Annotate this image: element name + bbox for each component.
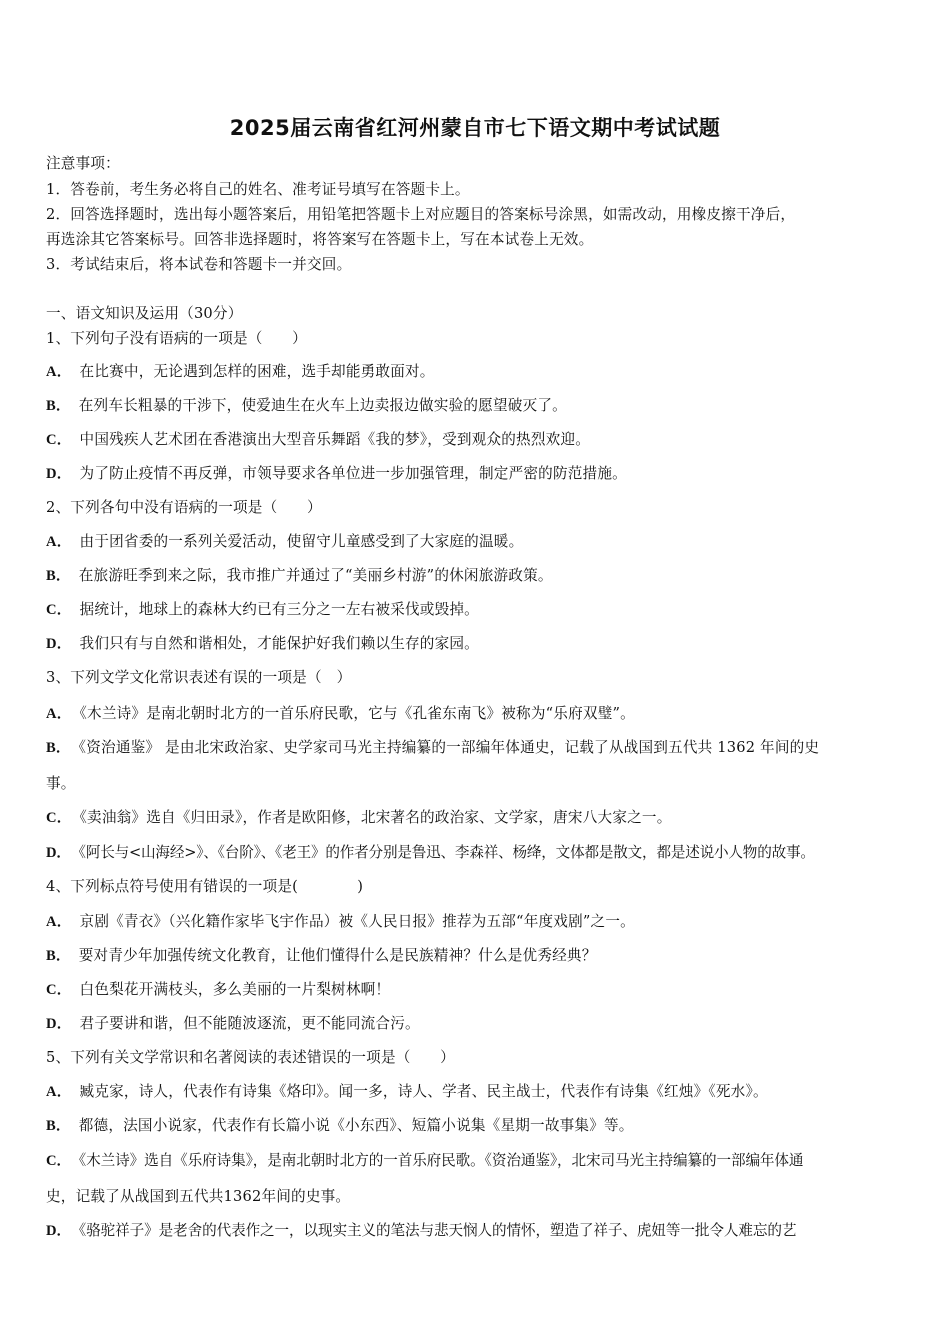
question-5-option-a bbox=[46, 1080, 768, 1101]
option-label: C． bbox=[46, 602, 72, 618]
option-text: 由于团省委的一系列关爱活动，使留守儿童感受到了大家庭的温暖。 bbox=[79, 533, 524, 550]
question-3-option-d bbox=[46, 841, 815, 862]
notice-item-2-line-1: 2．回答选择题时，选出每小题答案后，用铅笔把答题卡上对应题目的答案标号涂黑，如需改动，用橡皮擦干净后， bbox=[46, 206, 796, 223]
question-5-option-c-continued: 史，记载了从战国到五代共1362年间的史事。 bbox=[46, 1188, 351, 1205]
page-title: 2025届云南省红河州蒙自市七下语文期中考试试题 bbox=[229, 116, 721, 140]
question-3-option-a bbox=[46, 702, 635, 723]
option-text: 在旅游旺季到来之际，我市推广并通过了“美丽乡村游”的休闲旅游政策。 bbox=[78, 567, 553, 584]
question-5-option-d bbox=[46, 1219, 796, 1240]
section-heading: 一、语文知识及运用（30分） bbox=[46, 305, 243, 322]
question-1-option-d bbox=[46, 462, 627, 483]
option-label: C． bbox=[46, 982, 72, 998]
option-label: B． bbox=[46, 948, 71, 964]
question-4-option-c bbox=[46, 978, 390, 999]
option-label: D． bbox=[46, 845, 71, 861]
option-text: 在列车长粗暴的干涉下，使爱迪生在火车上边卖报边做实验的愿望破灭了。 bbox=[78, 397, 567, 414]
question-2-option-a bbox=[46, 530, 523, 551]
option-text: 在比赛中，无论遇到怎样的困难，选手却能勇敢面对。 bbox=[79, 363, 435, 380]
option-text: 都德，法国小说家，代表作有长篇小说《小东西》、短篇小说集《星期一故事集》等。 bbox=[78, 1117, 634, 1134]
option-label: D． bbox=[46, 1016, 72, 1032]
notice-item-1: 1．答卷前，考生务必将自己的姓名、准考证号填写在答题卡上。 bbox=[46, 181, 470, 198]
option-text: 臧克家，诗人，代表作有诗集《烙印》。闻一多，诗人、学者、民主战士，代表作有诗集《红烛》《死水》。 bbox=[79, 1083, 768, 1100]
option-text: 为了防止疫情不再反弹，市领导要求各单位进一步加强管理，制定严密的防范措施。 bbox=[79, 465, 627, 482]
option-label: D． bbox=[46, 466, 72, 482]
question-3-option-b bbox=[46, 736, 819, 757]
option-text: 君子要讲和谐，但不能随波逐流，更不能同流合污。 bbox=[79, 1015, 420, 1032]
option-text: 《骆驼祥子》是老舍的代表作之一，以现实主义的笔法与悲天悯人的情怀，塑造了祥子、虎妞等一批令人难忘的艺 bbox=[78, 1222, 797, 1239]
option-text: 据统计，地球上的森林大约已有三分之一左右被采伐或毁掉。 bbox=[79, 601, 479, 618]
option-label: D． bbox=[46, 1223, 71, 1239]
question-2-option-c bbox=[46, 598, 479, 619]
option-text: 白色梨花开满枝头，多么美丽的一片梨树林啊！ bbox=[79, 981, 391, 998]
question-4-option-b bbox=[46, 944, 597, 965]
notice-item-3: 3．考试结束后，将本试卷和答题卡一并交回。 bbox=[46, 256, 352, 273]
option-text: 中国残疾人艺术团在香港演出大型音乐舞蹈《我的梦》，受到观众的热烈欢迎。 bbox=[79, 431, 591, 448]
option-label: B． bbox=[46, 1118, 71, 1134]
option-label: C． bbox=[46, 1153, 71, 1169]
option-text: 《资治通鉴》 是由北宋政治家、史学家司马光主持编纂的一部编年体通史，记载了从战国到五代共 1362 年间的史 bbox=[78, 739, 820, 756]
question-4-option-d bbox=[46, 1012, 420, 1033]
question-2-stem: 2、下列各句中没有语病的一项是（ ） bbox=[46, 499, 322, 516]
option-label: A． bbox=[46, 706, 72, 722]
question-3-option-b-continued: 事。 bbox=[46, 775, 76, 792]
option-text: 《木兰诗》是南北朝时北方的一首乐府民歌，它与《孔雀东南飞》被称为“乐府双璧”。 bbox=[79, 705, 635, 722]
question-5-option-b bbox=[46, 1114, 634, 1135]
option-label: A． bbox=[46, 914, 72, 930]
option-label: C． bbox=[46, 810, 72, 826]
option-label: B． bbox=[46, 568, 71, 584]
question-3-stem: 3、下列文学文化常识表述有误的一项是（ ） bbox=[46, 669, 352, 686]
option-label: A． bbox=[46, 534, 72, 550]
question-1-option-c bbox=[46, 428, 590, 449]
question-1-option-b bbox=[46, 394, 567, 415]
question-3-option-c bbox=[46, 806, 672, 827]
question-1-stem: 1、下列句子没有语病的一项是（ ） bbox=[46, 330, 307, 347]
option-label: A． bbox=[46, 1084, 72, 1100]
option-text: 我们只有与自然和谐相处，才能保护好我们赖以生存的家园。 bbox=[79, 635, 479, 652]
option-label: C． bbox=[46, 432, 72, 448]
option-text: 《阿长与<山海经>》、《台阶》、《老王》的作者分别是鲁迅、李森祥、杨绛，文体都是散文，都是述说小人物的故事。 bbox=[78, 844, 815, 861]
option-label: B． bbox=[46, 740, 71, 756]
question-5-stem: 5、下列有关文学常识和名著阅读的表述错误的一项是（ ） bbox=[46, 1049, 455, 1066]
question-4-option-a bbox=[46, 910, 635, 931]
option-label: B． bbox=[46, 398, 71, 414]
option-text: 京剧《青衣》（兴化籍作家毕飞宇作品）被《人民日报》推荐为五部“年度戏剧”之一。 bbox=[79, 913, 635, 930]
question-2-option-b bbox=[46, 564, 553, 585]
question-1-option-a bbox=[46, 360, 435, 381]
question-2-option-d bbox=[46, 632, 479, 653]
option-label: D． bbox=[46, 636, 72, 652]
question-4-stem: 4、下列标点符号使用有错误的一项是( ) bbox=[46, 878, 364, 895]
notice-item-2-line-2: 再选涂其它答案标号。回答非选择题时，将答案写在答题卡上，写在本试卷上无效。 bbox=[46, 231, 594, 248]
notice-heading: 注意事项： bbox=[46, 155, 120, 172]
option-text: 要对青少年加强传统文化教育，让他们懂得什么是民族精神？什么是优秀经典？ bbox=[78, 947, 597, 964]
question-5-option-c bbox=[46, 1149, 803, 1170]
option-label: A． bbox=[46, 364, 72, 380]
option-text: 《卖油翁》选自《归田录》，作者是欧阳修，北宋著名的政治家、文学家，唐宋八大家之一。 bbox=[79, 809, 672, 826]
option-text: 《木兰诗》选自《乐府诗集》，是南北朝时北方的一首乐府民歌。《资治通鉴》，北宋司马光主持编纂的一部编年体通 bbox=[78, 1152, 804, 1169]
